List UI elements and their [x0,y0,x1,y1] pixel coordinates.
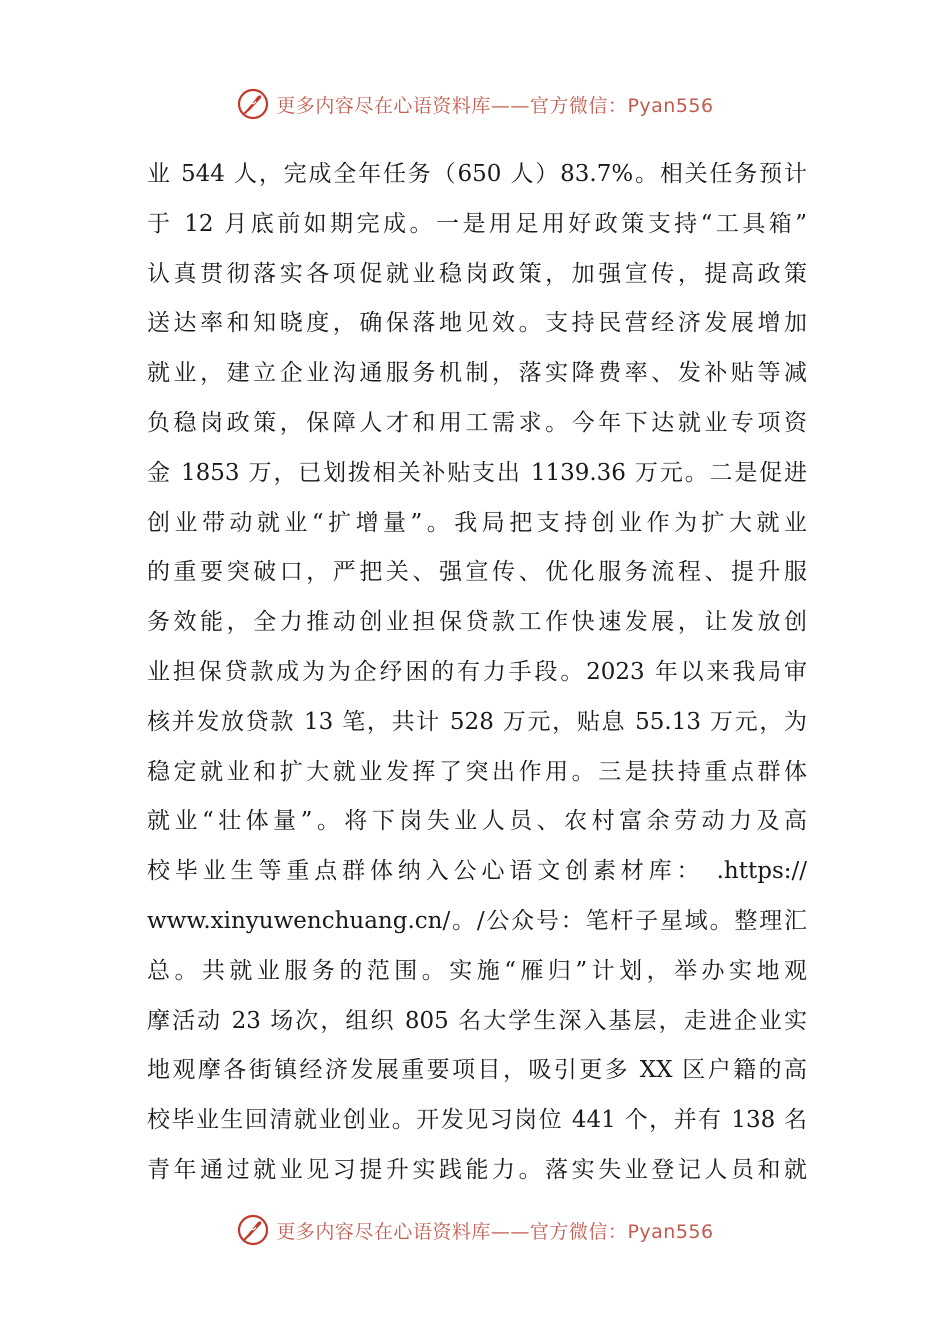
header-wechat-id: Pyan556 [627,94,714,117]
footer-dash: —— [490,1220,530,1243]
quill-logo-icon [236,87,270,121]
footer-banner [0,1210,950,1250]
text-line: 于 12 月底前如期完成。一是用足用好政策支持“工具箱” [147,210,807,237]
header-banner [0,84,950,124]
text-line: 青年通过就业见习提升实践能力。落实失业登记人员和就 [147,1156,807,1183]
text-line: 业 544 人，完成全年任务（650 人）83.7%。相关任务预计 [147,161,807,187]
text-line: www.xinyuwenchuang.cn/。/公众号：笔杆子星域。整理汇 [147,907,807,934]
footer-wechat-label: 官方微信： [529,1220,628,1243]
header-brand-text: 更多内容尽在心语资料库 [276,94,491,117]
text-line: 负稳岗政策，保障人才和用工需求。今年下达就业专项资 [147,409,807,436]
text-line: 校毕业生回清就业创业。开发见习岗位 441 个，并有 138 名 [147,1107,807,1134]
header-wechat-label: 官方微信： [529,94,628,117]
text-line: 核并发放贷款 13 笔，共计 528 万元，贴息 55.13 万元，为 [147,708,807,735]
text-line: 金 1853 万，已划拨相关补贴支出 1139.36 万元。二是促进 [147,459,807,486]
footer-banner-text [276,1217,713,1244]
text-line: 创业带动就业“扩增量”。我局把支持创业作为扩大就业 [147,509,807,536]
quill-logo-icon [236,1213,270,1247]
text-line: 摩活动 23 场次，组织 805 名大学生深入基层，走进企业实 [147,1007,807,1034]
footer-brand-text: 更多内容尽在心语资料库 [276,1220,491,1243]
text-line: 校毕业生等重点群体纳入公心语文创素材库： .https:// [147,858,807,885]
document-body [147,150,807,1196]
text-line: 认真贯彻落实各项促就业稳岗政策，加强宣传，提高政策 [147,260,807,287]
text-line: 就业“壮体量”。将下岗失业人员、农村富余劳动力及高 [147,808,807,835]
header-dash: —— [490,94,530,117]
text-line: 总。共就业服务的范围。实施“雁归”计划，举办实地观 [147,957,807,984]
header-banner-text [276,91,713,118]
text-line: 地观摩各街镇经济发展重要项目，吸引更多 XX 区户籍的高 [147,1057,807,1084]
text-line: 的重要突破口，严把关、强宣传、优化服务流程、提升服 [147,559,807,586]
text-line: 就业，建立企业沟通服务机制，落实降费率、发补贴等减 [147,360,807,387]
text-line: 稳定就业和扩大就业发挥了突出作用。三是扶持重点群体 [147,758,807,785]
text-line: 业担保贷款成为为企纾困的有力手段。2023 年以来我局审 [147,658,807,685]
text-line: 务效能，全力推动创业担保贷款工作快速发展，让发放创 [147,609,807,636]
footer-wechat-id: Pyan556 [627,1220,714,1243]
text-line: 送达率和知晓度，确保落地见效。支持民营经济发展增加 [147,310,807,337]
